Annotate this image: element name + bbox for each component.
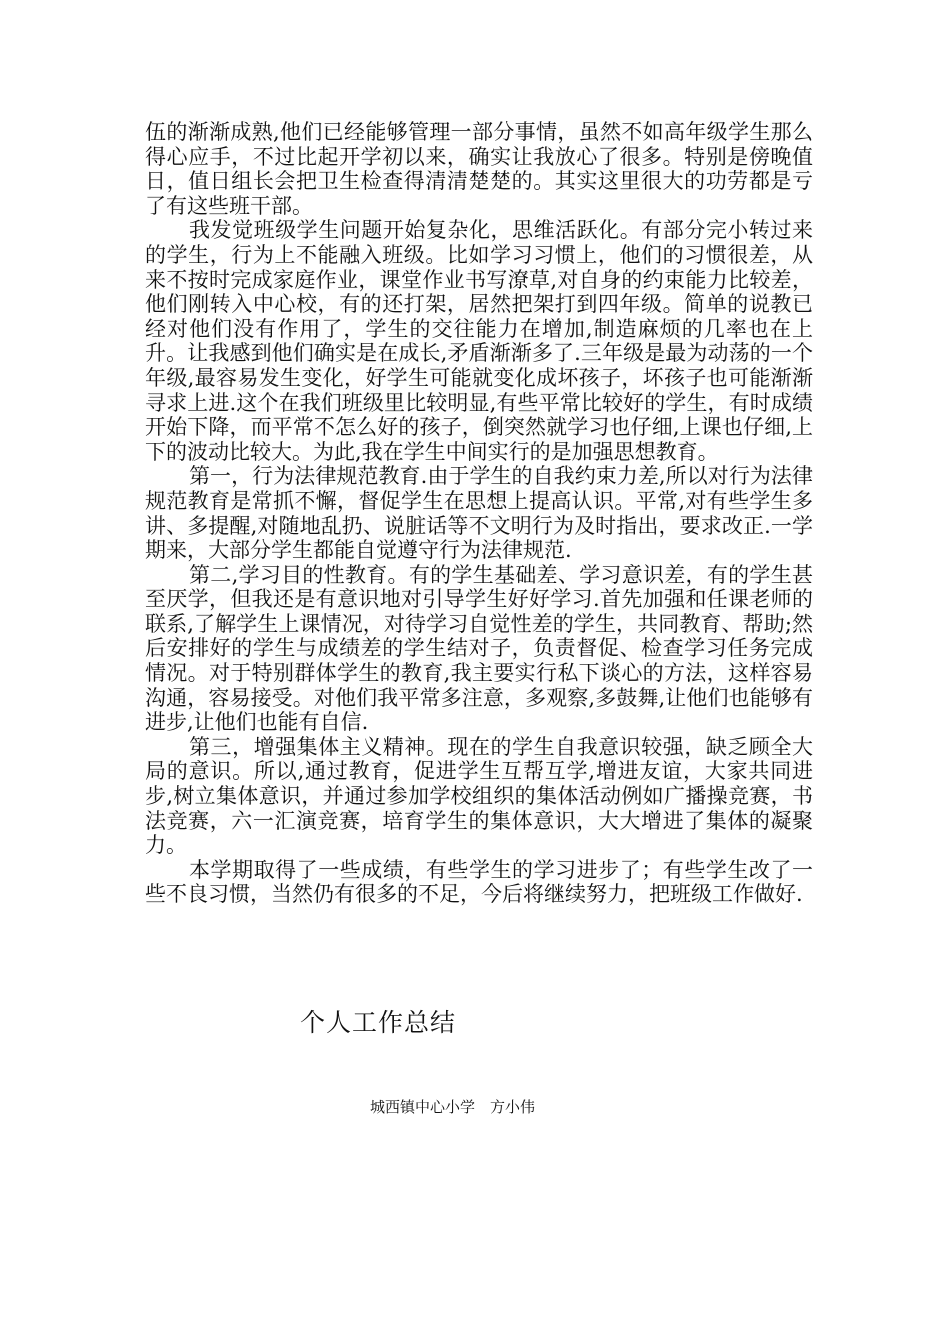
author-byline: 城西镇中心小学 方小伟 <box>370 1098 536 1116</box>
document-body <box>145 120 813 907</box>
paragraph-4: 第二,学习目的性教育。有的学生基础差、学习意识差，有的学生甚至厌学，但我还是有意识地对引导学生好好学习.首先加强和任课老师的联系,了解学生上课情况，对待学习自觉性差的学生，共同教育、帮助;然后安排好的学生与成绩差的学生结对子，负责督促、检查学习任务完成情况。对于特别群体学生的教育,我主要实行私下谈心的方法，这样容易沟通，容易接受。对他们我平常多注意，多观察,多鼓舞,让他们也能够有进步,让他们也能有自信. <box>145 562 813 735</box>
paragraph-1: 伍的渐渐成熟,他们已经能够管理一部分事情，虽然不如高年级学生那么得心应手，不过比起开学初以来，确实让我放心了很多。特别是傍晚值日，值日组长会把卫生检查得清清楚楚的。其实这里很大的功劳都是亏了有这些班干部。 <box>145 120 813 218</box>
paragraph-2: 我发觉班级学生问题开始复杂化，思维活跃化。有部分完小转过来的学生，行为上不能融入班级。比如学习习惯上，他们的习惯很差，从来不按时完成家庭作业，课堂作业书写潦草,对自身的约束能力比较差，他们刚转入中心校，有的还打架，居然把架打到四年级。简单的说教已经对他们没有作用了，学生的交往能力在增加,制造麻烦的几率也在上升。让我感到他们确实是在成长,矛盾渐渐多了.三年级是最为动荡的一个年级,最容易发生变化，好学生可能就变化成坏孩子，坏孩子也可能渐渐寻求上进.这个在我们班级里比较明显,有些平常比较好的学生，有时成绩开始下降，而平常不怎么好的孩子，倒突然就学习也仔细,上课也仔细,上下的波动比较大。为此,我在学生中间实行的是加强思想教育。 <box>145 218 813 464</box>
paragraph-5: 第三，增强集体主义精神。现在的学生自我意识较强，缺乏顾全大局的意识。所以,通过教育，促进学生互帮互学,增进友谊，大家共同进步,树立集体意识，并通过参加学校组织的集体活动例如广播操竞赛，书法竞赛，六一汇演竞赛，培育学生的集体意识，大大增进了集体的凝聚力。 <box>145 734 813 858</box>
document-title: 个人工作总结 <box>300 1008 457 1037</box>
paragraph-3: 第一，行为法律规范教育.由于学生的自我约束力差,所以对行为法律规范教育是常抓不懈，督促学生在思想上提高认识。平常,对有些学生多讲、多提醒,对随地乱扔、说脏话等不文明行为及时指出，要求改正.一学期来，大部分学生都能自觉遵守行为法律规范. <box>145 464 813 563</box>
paragraph-6: 本学期取得了一些成绩，有些学生的学习进步了；有些学生改了一些不良习惯，当然仍有很多的不足，今后将继续努力，把班级工作做好. <box>145 857 813 907</box>
